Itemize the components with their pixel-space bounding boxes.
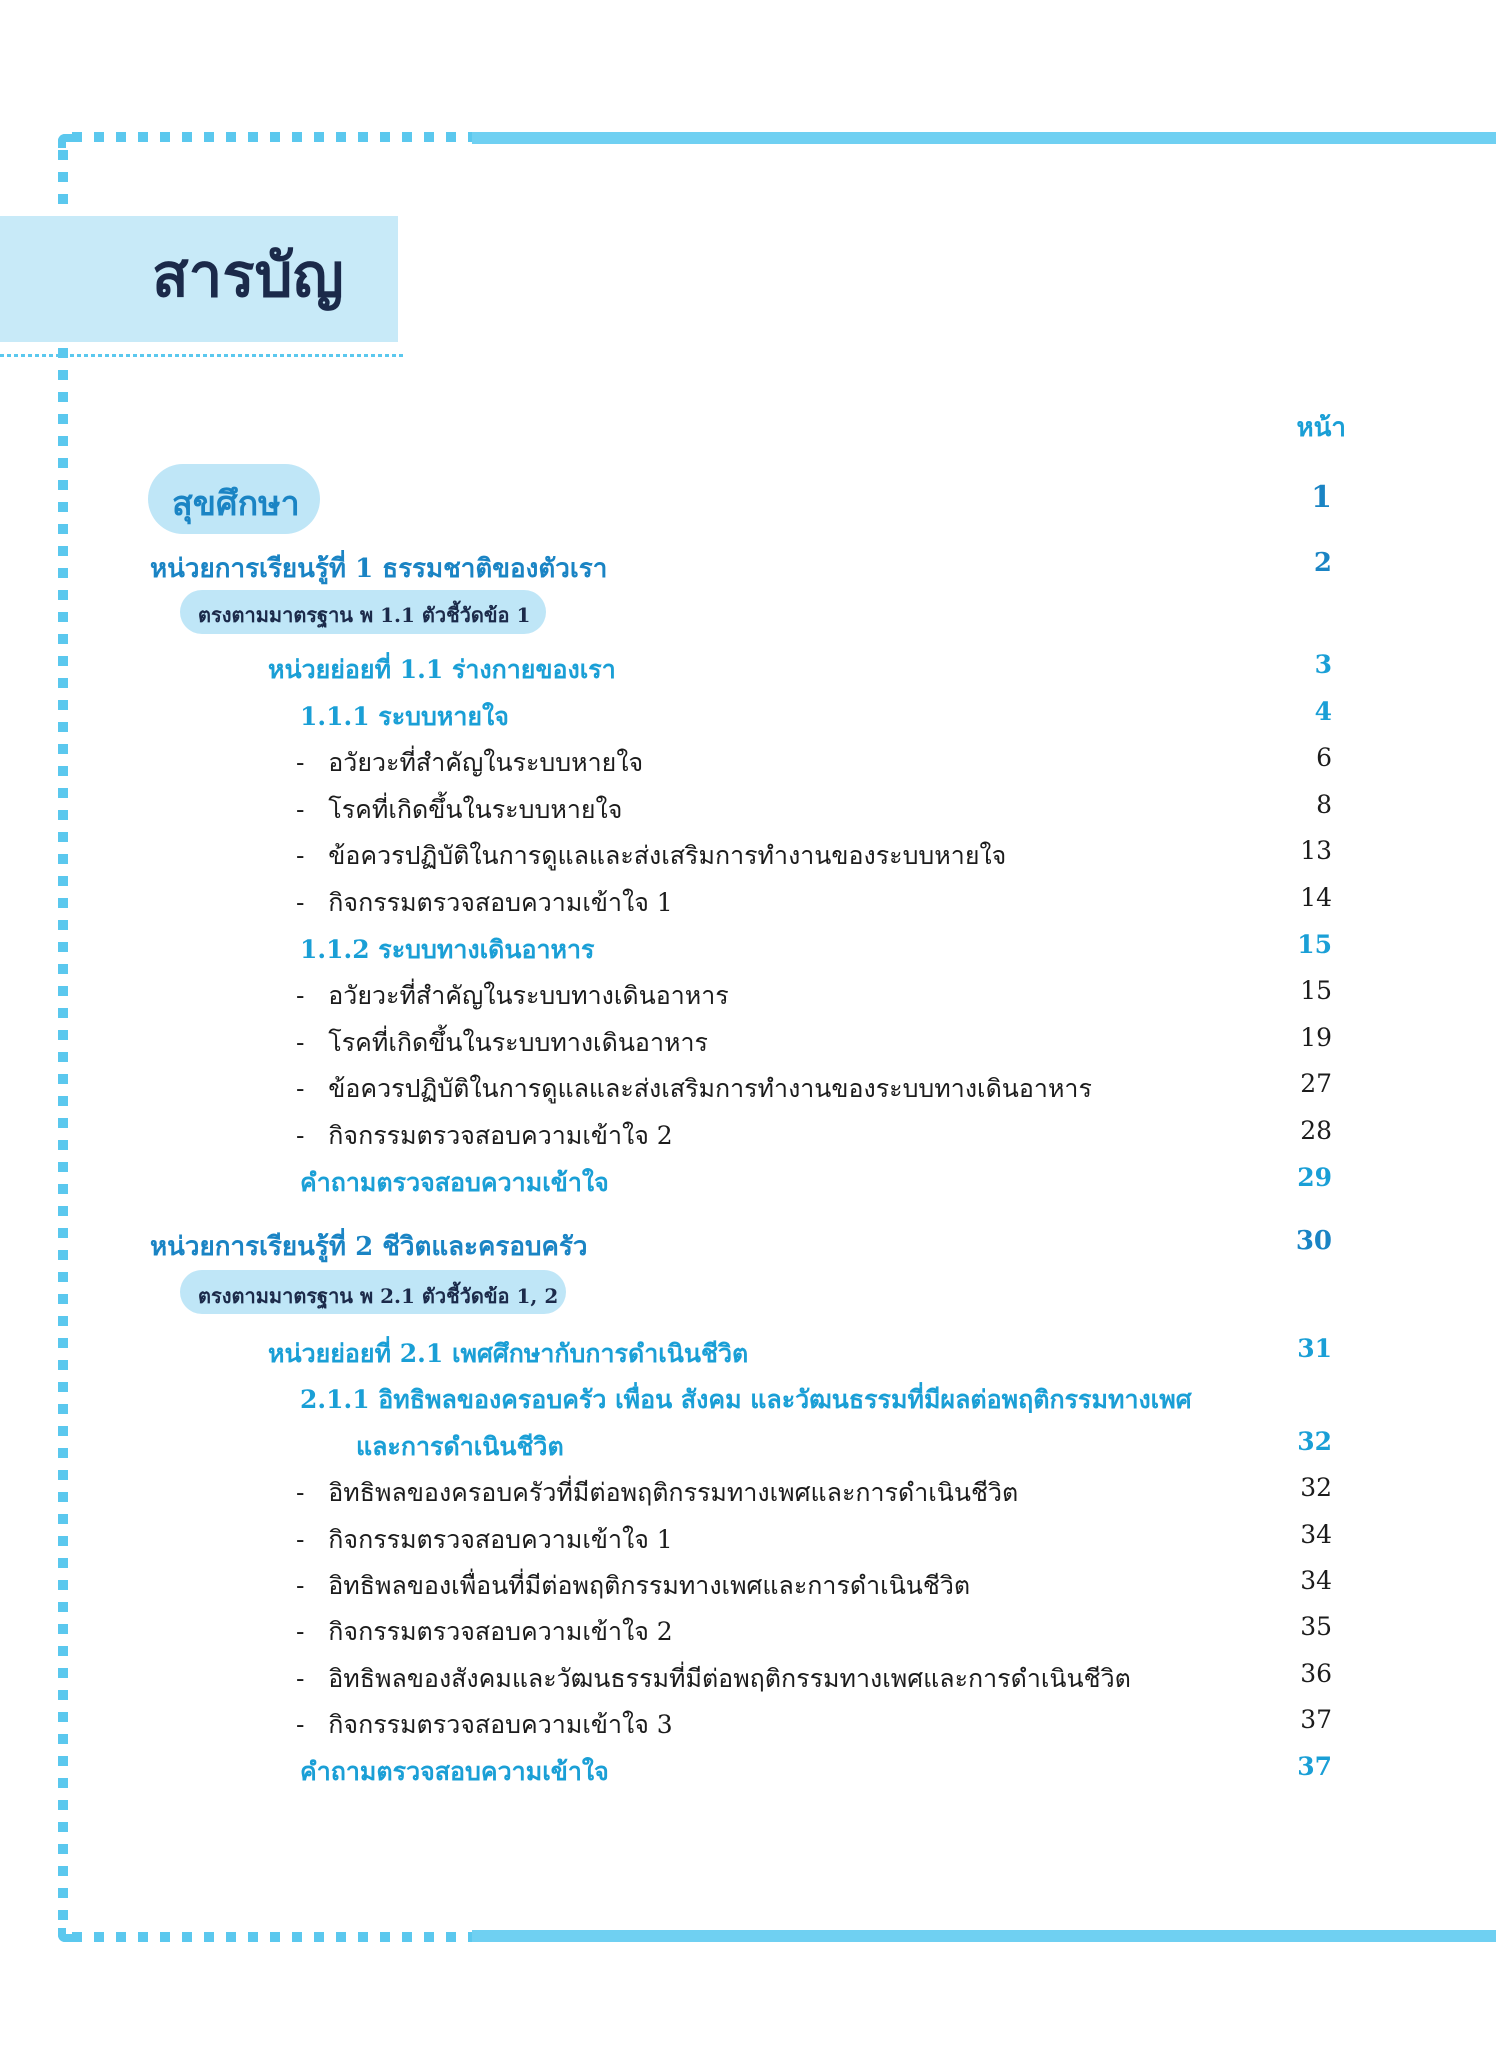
toc-entry-label: - อวัยวะที่สำคัญในระบบหายใจ bbox=[296, 748, 644, 778]
title-underline bbox=[0, 354, 406, 357]
toc-entry-page: 29 bbox=[1297, 1162, 1332, 1192]
toc-entry-page: 13 bbox=[1300, 836, 1332, 866]
toc-entry-page: 32 bbox=[1300, 1473, 1332, 1503]
toc-entry-row[interactable] bbox=[0, 1659, 1496, 1699]
toc-entry-row[interactable] bbox=[0, 1427, 1496, 1467]
toc-entry-row[interactable] bbox=[0, 1069, 1496, 1109]
toc-entry-row[interactable] bbox=[0, 697, 1496, 737]
toc-entry-row[interactable] bbox=[0, 1163, 1496, 1203]
toc-entry-label: 1.1.1 ระบบหายใจ bbox=[300, 701, 509, 731]
unit-label: หน่วยการเรียนรู้ที่ 2 ชีวิตและครอบครัว bbox=[150, 1232, 588, 1262]
toc-entry-row[interactable] bbox=[0, 1380, 1496, 1420]
frame-bottom-solid-line bbox=[472, 1930, 1496, 1942]
toc-entry-label: - โรคที่เกิดขึ้นในระบบหายใจ bbox=[296, 794, 623, 824]
toc-entry-label: - อิทธิพลของสังคมและวัฒนธรรมที่มีต่อพฤติกรรมทางเพศและการดำเนินชีวิต bbox=[296, 1663, 1131, 1693]
toc-unit-row[interactable] bbox=[0, 1226, 1496, 1266]
toc-entry-page: 6 bbox=[1316, 743, 1332, 773]
toc-entry-label: หน่วยย่อยที่ 1.1 ร่างกายของเรา bbox=[268, 655, 616, 684]
section-label: สุขศึกษา bbox=[172, 484, 300, 524]
toc-entry-row[interactable] bbox=[0, 1334, 1496, 1374]
toc-entry-page: 4 bbox=[1314, 696, 1332, 726]
toc-entry-page: 14 bbox=[1300, 883, 1332, 912]
page-title: สารบัญ bbox=[152, 241, 344, 311]
toc-entry-row[interactable] bbox=[0, 1705, 1496, 1745]
frame-top-solid-line bbox=[472, 132, 1496, 144]
toc-entry-page: 37 bbox=[1300, 1705, 1332, 1735]
toc-entry-label: - โรคที่เกิดขึ้นในระบบทางเดินอาหาร bbox=[296, 1027, 708, 1057]
toc-entry-row[interactable] bbox=[0, 1520, 1496, 1560]
toc-entry-row[interactable] bbox=[0, 790, 1496, 830]
toc-entry-label: - ข้อควรปฏิบัติในการดูแลและส่งเสริมการทำงานของระบบหายใจ bbox=[296, 841, 1007, 871]
toc-entry-page: 27 bbox=[1300, 1069, 1332, 1099]
toc-entry-page: 19 bbox=[1300, 1022, 1332, 1052]
frame-bottom-dotted-line bbox=[72, 1932, 472, 1942]
standard-label: ตรงตามมาตรฐาน พ 1.1 ตัวชี้วัดข้อ 1 bbox=[198, 603, 531, 627]
toc-entry-label: - อิทธิพลของเพื่อนที่มีต่อพฤติกรรมทางเพศและการดำเนินชีวิต bbox=[296, 1571, 971, 1600]
unit-page: 30 bbox=[1295, 1226, 1332, 1256]
toc-entry-page: 34 bbox=[1300, 1519, 1332, 1549]
unit-page: 2 bbox=[1313, 548, 1332, 578]
toc-entry-row[interactable] bbox=[0, 976, 1496, 1016]
toc-entry-row[interactable] bbox=[0, 1752, 1496, 1792]
toc-entry-page: 3 bbox=[1314, 650, 1332, 679]
toc-entry-row[interactable] bbox=[0, 1473, 1496, 1513]
frame-top-dotted-line bbox=[72, 132, 472, 142]
toc-entry-page: 31 bbox=[1297, 1334, 1332, 1363]
toc-entry-label: - กิจกรรมตรวจสอบความเข้าใจ 2 bbox=[296, 1121, 673, 1150]
toc-entry-label: คำถามตรวจสอบความเข้าใจ bbox=[300, 1167, 609, 1197]
toc-entry-row[interactable] bbox=[0, 836, 1496, 876]
toc-entry-label: - ข้อควรปฏิบัติในการดูแลและส่งเสริมการทำงานของระบบทางเดินอาหาร bbox=[296, 1074, 1092, 1104]
toc-entry-page: 32 bbox=[1297, 1426, 1332, 1456]
section-page: 1 bbox=[1311, 480, 1332, 515]
toc-unit-row[interactable] bbox=[0, 548, 1496, 588]
toc-entry-row[interactable] bbox=[0, 930, 1496, 970]
toc-entry-page: 34 bbox=[1300, 1566, 1332, 1595]
toc-entry-label: - อวัยวะที่สำคัญในระบบทางเดินอาหาร bbox=[296, 981, 729, 1011]
toc-entry-row[interactable] bbox=[0, 1612, 1496, 1652]
frame-corner-top bbox=[58, 134, 72, 148]
toc-entry-label: และการดำเนินชีวิต bbox=[356, 1431, 564, 1461]
toc-entry-page: 15 bbox=[1300, 976, 1332, 1006]
toc-entry-label: คำถามตรวจสอบความเข้าใจ bbox=[300, 1756, 609, 1786]
toc-entry-row[interactable] bbox=[0, 883, 1496, 923]
toc-entry-label: - กิจกรรมตรวจสอบความเข้าใจ 1 bbox=[296, 888, 673, 917]
toc-entry-label: หน่วยย่อยที่ 2.1 เพศศึกษากับการดำเนินชีวิต bbox=[268, 1339, 749, 1368]
standard-label: ตรงตามมาตรฐาน พ 2.1 ตัวชี้วัดข้อ 1, 2 bbox=[198, 1284, 559, 1308]
toc-entry-label: - อิทธิพลของครอบครัวที่มีต่อพฤติกรรมทางเพศและการดำเนินชีวิต bbox=[296, 1478, 1019, 1508]
toc-entry-row[interactable] bbox=[0, 1116, 1496, 1156]
toc-entry-page: 37 bbox=[1297, 1751, 1332, 1781]
toc-entry-label: 1.1.2 ระบบทางเดินอาหาร bbox=[300, 934, 595, 964]
page-column-header: หน้า bbox=[1296, 413, 1346, 443]
toc-entry-label: 2.1.1 อิทธิพลของครอบครัว เพื่อน สังคม และวัฒนธรรมที่มีผลต่อพฤติกรรมทางเพศ bbox=[300, 1385, 1192, 1415]
toc-entry-label: - กิจกรรมตรวจสอบความเข้าใจ 2 bbox=[296, 1617, 673, 1647]
toc-entry-page: 35 bbox=[1300, 1612, 1332, 1642]
toc-entry-page: 8 bbox=[1316, 789, 1332, 819]
toc-entry-row[interactable] bbox=[0, 650, 1496, 690]
toc-entry-page: 28 bbox=[1300, 1116, 1332, 1145]
toc-entry-label: - กิจกรรมตรวจสอบความเข้าใจ 1 bbox=[296, 1524, 673, 1554]
frame-corner-bottom bbox=[58, 1928, 72, 1942]
unit-label: หน่วยการเรียนรู้ที่ 1 ธรรมชาติของตัวเรา bbox=[150, 554, 608, 584]
toc-entry-page: 36 bbox=[1300, 1658, 1332, 1688]
toc-entry-row[interactable] bbox=[0, 743, 1496, 783]
toc-entry-label: - กิจกรรมตรวจสอบความเข้าใจ 3 bbox=[296, 1710, 673, 1740]
toc-entry-page: 15 bbox=[1297, 929, 1332, 959]
toc-entry-row[interactable] bbox=[0, 1566, 1496, 1606]
toc-entry-row[interactable] bbox=[0, 1023, 1496, 1063]
